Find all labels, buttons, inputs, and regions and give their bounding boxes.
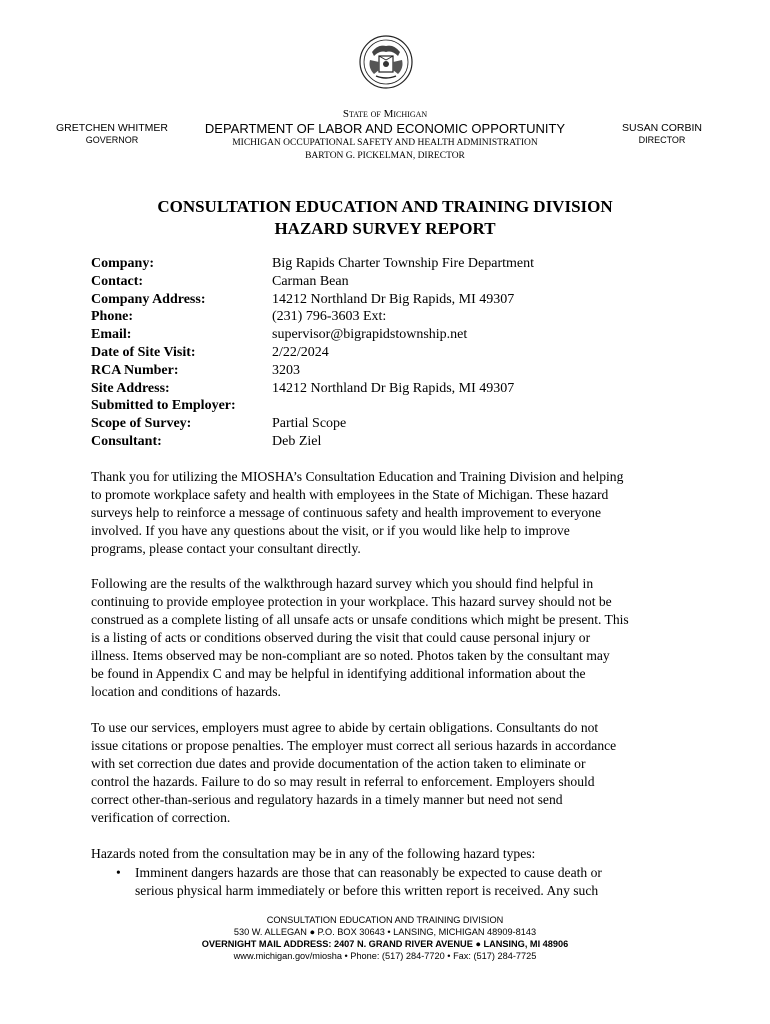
info-value: 14212 Northland Dr Big Rapids, MI 49307 <box>272 291 515 307</box>
governor-name: GRETCHEN WHITMER <box>56 122 168 134</box>
paragraph-line: verification of correction. <box>91 810 231 825</box>
paragraph-line: Following are the results of the walkthrough hazard survey which you should find helpful in <box>91 576 594 591</box>
obligations-paragraph <box>91 719 699 827</box>
governor-block <box>52 122 172 146</box>
paragraph-line: with set correction due dates and provide documentation of the action taken to eliminate or <box>91 756 586 771</box>
title-line-2: HAZARD SURVEY REPORT <box>274 219 496 238</box>
department-name: DEPARTMENT OF LABOR AND ECONOMIC OPPORTUNITY <box>204 121 566 136</box>
paragraph-line: construed as a complete listing of all unsafe acts or unsafe conditions which might be present. This <box>91 612 629 627</box>
info-label: Email: <box>91 327 132 343</box>
paragraph-line: surveys help to reinforce a message of continuous safety and health improvement to everyone <box>91 505 601 520</box>
info-row <box>91 397 711 415</box>
department-header <box>185 108 585 163</box>
hazard-bullet-item <box>116 864 696 900</box>
state-name: State of Michigan <box>342 108 428 120</box>
paragraph-line: is a listing of acts or conditions observed during the visit that could cause personal injury or <box>91 630 591 645</box>
info-row <box>91 380 711 398</box>
footer-address: 530 W. ALLEGAN ● P.O. BOX 30643 • LANSING, MICHIGAN 48909-8143 <box>233 927 537 937</box>
info-value: 2/22/2024 <box>272 344 329 360</box>
paragraph-line: issue citations or propose penalties. The employer must correct all serious hazards in accordance <box>91 738 617 753</box>
paragraph-line: programs, please contact your consultant directly. <box>91 541 361 556</box>
info-row <box>91 326 711 344</box>
info-row <box>91 291 711 309</box>
info-label: Scope of Survey: <box>91 416 192 432</box>
bullet-symbol: • <box>116 865 121 880</box>
director-name: SUSAN CORBIN <box>622 122 702 134</box>
info-label: Company: <box>91 256 155 271</box>
state-seal-image <box>358 34 414 90</box>
bullet-line: Imminent dangers hazards are those that can reasonably be expected to cause death or <box>135 865 602 880</box>
info-row <box>91 362 711 380</box>
paragraph-line: involved. If you have any questions about the visit, or if you would like help to improve <box>91 523 570 538</box>
agency-director: BARTON G. PICKELMAN, DIRECTOR <box>305 151 465 161</box>
paragraph-line: correct other-than-serious and regulatory hazards in a timely manner but need not send <box>91 792 563 807</box>
info-row <box>91 344 711 362</box>
info-label: Date of Site Visit: <box>91 344 196 360</box>
info-label: Contact: <box>91 273 144 289</box>
paragraph-line: Thank you for utilizing the MIOSHA’s Consultation Education and Training Division and helping <box>91 469 624 484</box>
results-paragraph <box>91 575 699 701</box>
company-info <box>91 255 711 451</box>
info-label: Phone: <box>91 309 133 325</box>
director-block <box>612 122 712 146</box>
hazard-types-intro: Hazards noted from the consultation may be in any of the following hazard types: <box>91 846 536 861</box>
info-row <box>91 273 711 291</box>
paragraph-line: To use our services, employers must agree to abide by certain obligations. Consultants do not <box>91 720 599 735</box>
info-value: (231) 796-3603 Ext: <box>272 309 387 325</box>
info-value: supervisor@bigrapidstownship.net <box>272 327 468 343</box>
page-footer <box>135 914 635 962</box>
agency-name: MICHIGAN OCCUPATIONAL SAFETY AND HEALTH ADMINISTRATION <box>232 138 538 148</box>
info-row <box>91 415 711 433</box>
footer-division: CONSULTATION EDUCATION AND TRAINING DIVISION <box>266 915 504 925</box>
info-label: Consultant: <box>91 433 162 449</box>
info-label: RCA Number: <box>91 362 179 378</box>
paragraph-line: control the hazards. Failure to do so may result in referral to enforcement. Employers should <box>91 774 595 789</box>
info-value: Deb Ziel <box>272 433 322 449</box>
footer-overnight-address: OVERNIGHT MAIL ADDRESS: 2407 N. GRAND RIVER AVENUE ● LANSING, MI 48906 <box>201 939 569 949</box>
info-label: Submitted to Employer: <box>91 398 236 414</box>
paragraph-line: illness. Items observed may be non-compliant are so noted. Photos taken by the consultant may <box>91 648 610 663</box>
director-title: DIRECTOR <box>638 135 686 145</box>
info-row <box>91 255 711 273</box>
bullet-line: serious physical harm immediately or before this written report is received. Any such <box>135 883 599 898</box>
info-value: Big Rapids Charter Township Fire Department <box>272 256 535 271</box>
info-row <box>91 433 711 451</box>
info-value: Carman Bean <box>272 273 349 289</box>
info-row <box>91 308 711 326</box>
info-value: 3203 <box>272 362 300 378</box>
footer-contact: www.michigan.gov/miosha • Phone: (517) 284-7720 • Fax: (517) 284-7725 <box>233 951 537 961</box>
info-value: 14212 Northland Dr Big Rapids, MI 49307 <box>272 380 515 396</box>
info-label: Site Address: <box>91 380 170 396</box>
paragraph-line: location and conditions of hazards. <box>91 684 281 699</box>
paragraph-line: be found in Appendix C and may be helpful in identifying additional information about the <box>91 666 586 681</box>
paragraph-line: continuing to provide employee protection in your workplace. This hazard survey should not be <box>91 594 612 609</box>
paragraph-line: to promote workplace safety and health with employees in the State of Michigan. These hazard <box>91 487 609 502</box>
governor-title: GOVERNOR <box>85 135 139 145</box>
info-value: Partial Scope <box>272 416 347 432</box>
info-label: Company Address: <box>91 291 206 307</box>
report-title <box>85 196 685 240</box>
intro-paragraph <box>91 468 699 558</box>
title-line-1: CONSULTATION EDUCATION AND TRAINING DIVISION <box>157 197 613 216</box>
